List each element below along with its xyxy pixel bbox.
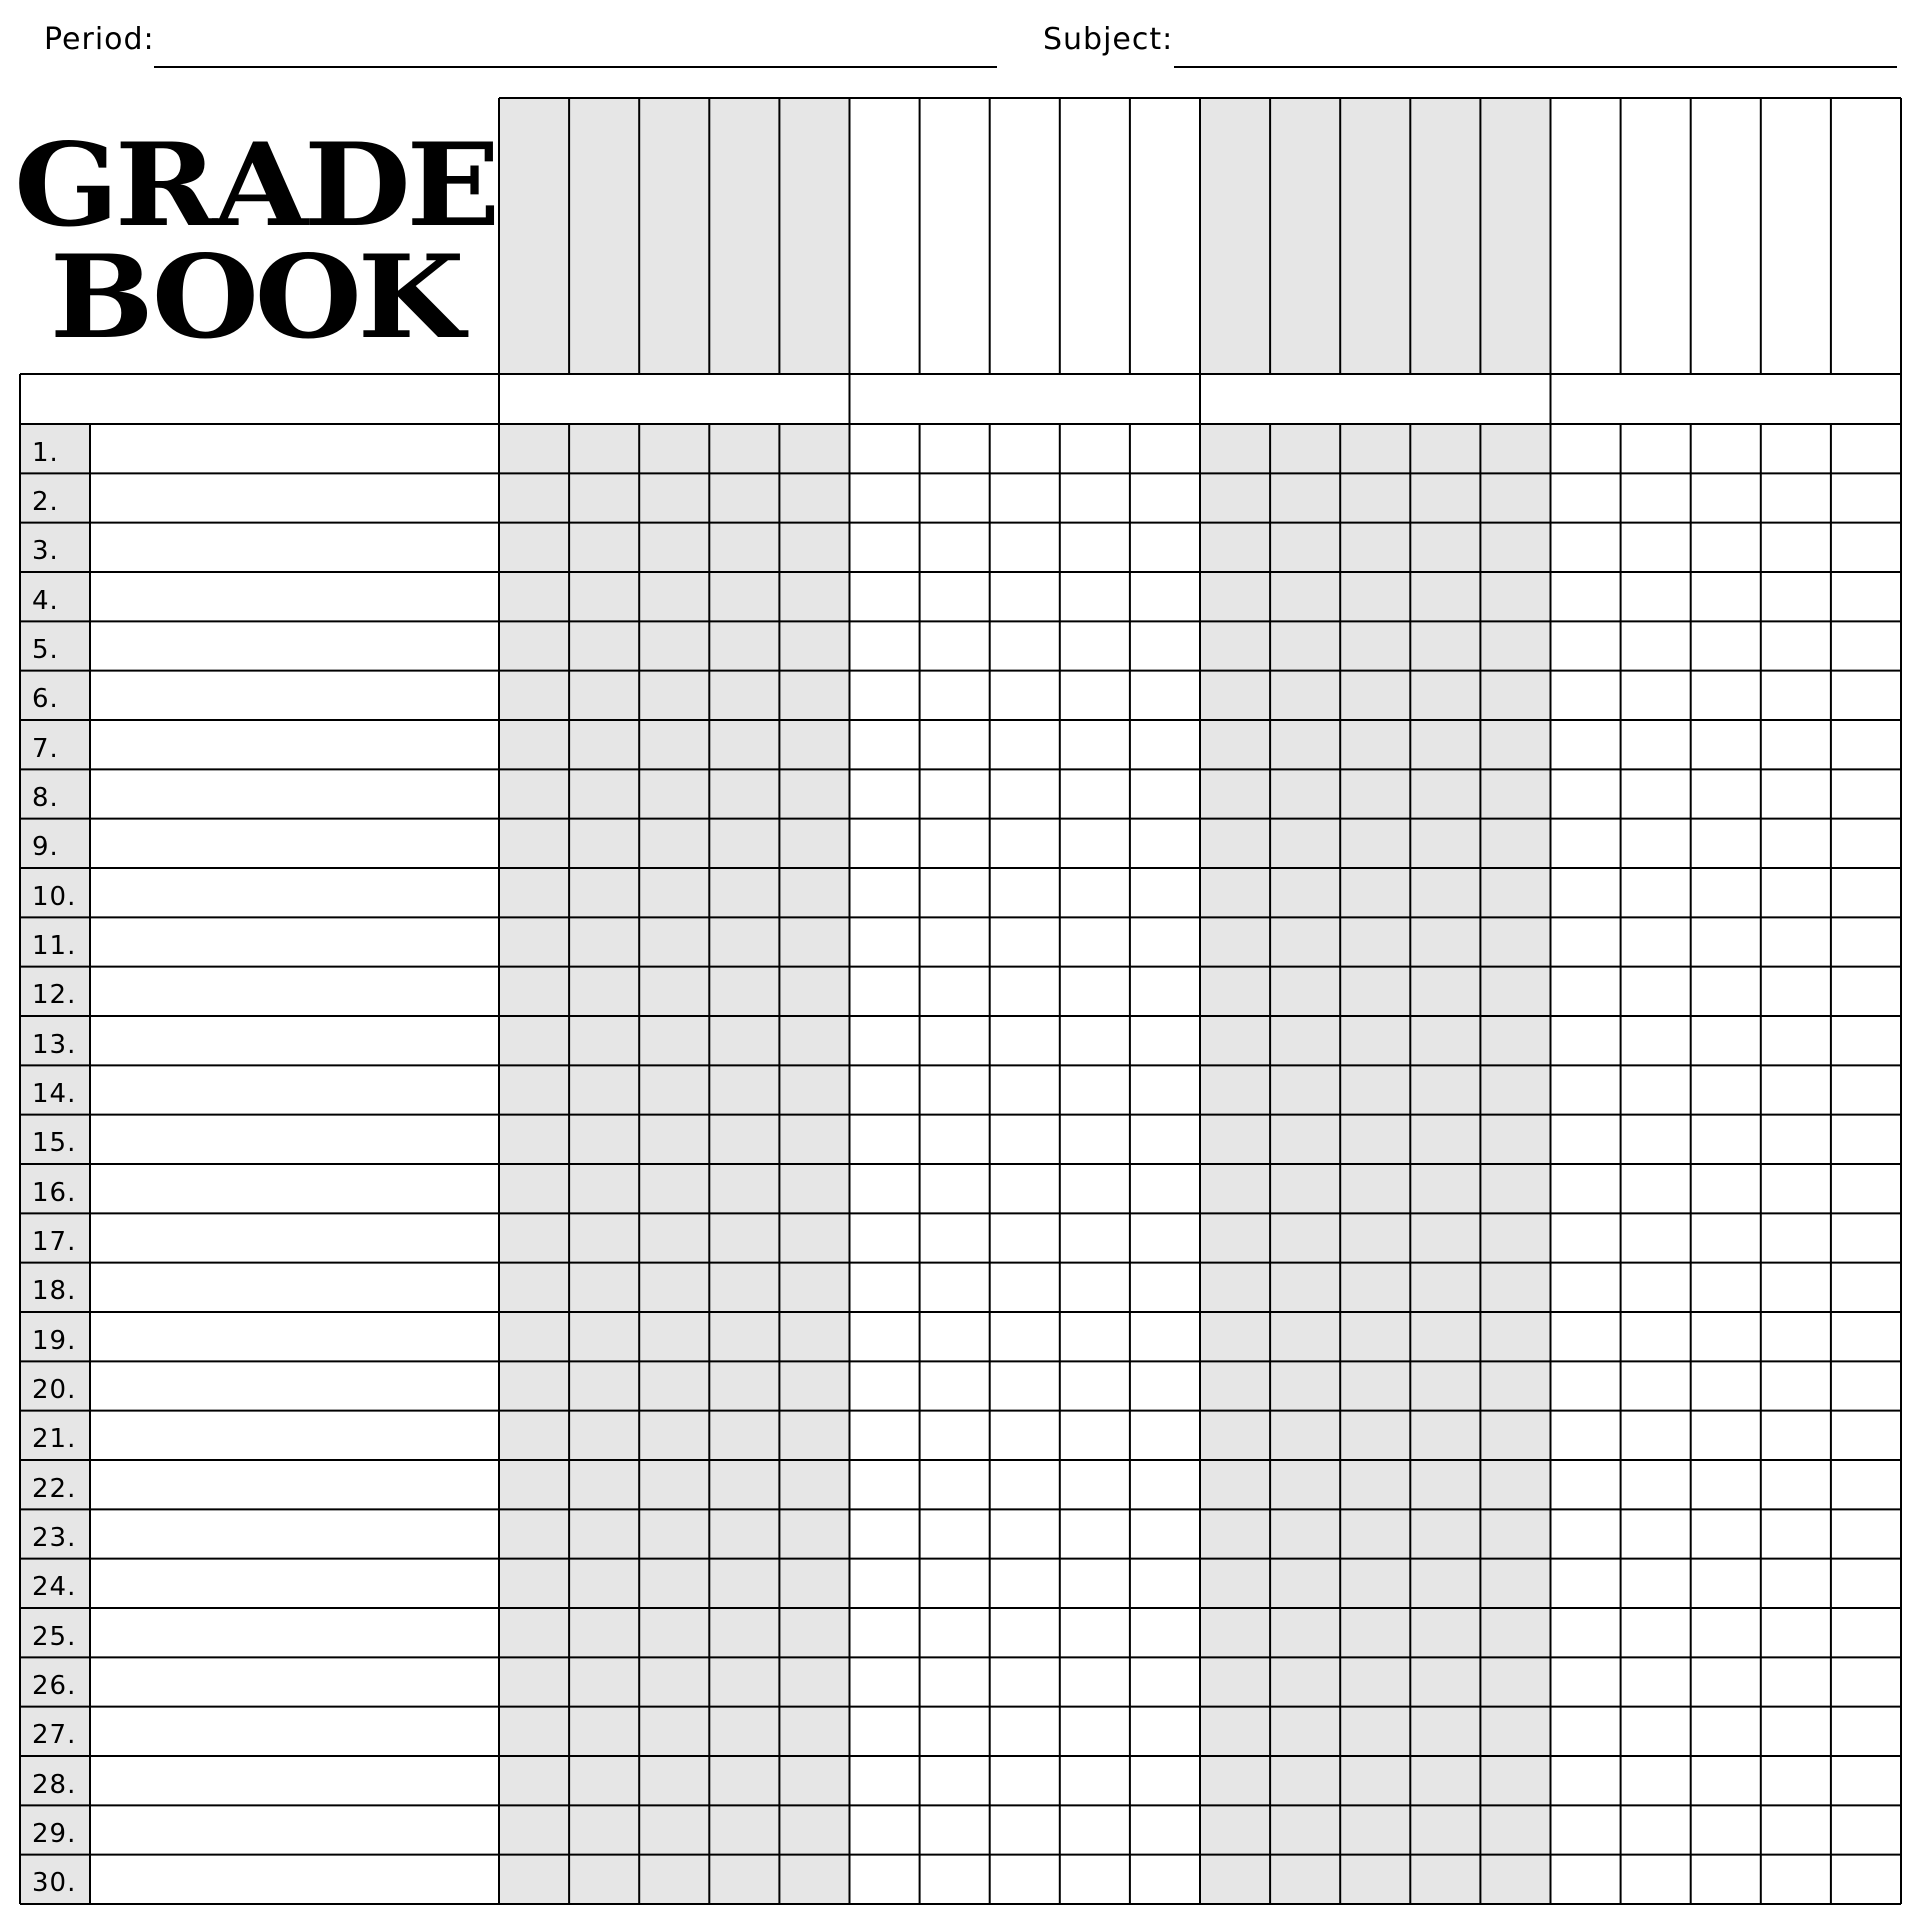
row-number: 23. xyxy=(32,1523,77,1553)
row-number: 21. xyxy=(32,1424,77,1455)
title-line-book: BOOK xyxy=(49,230,461,364)
row-number: 16. xyxy=(32,1177,77,1208)
row-number: 5. xyxy=(32,635,59,665)
row-number: 17. xyxy=(32,1227,77,1257)
row-number: 30. xyxy=(32,1868,77,1899)
row-number: 7. xyxy=(32,733,59,764)
row-number: 6. xyxy=(32,684,59,715)
row-number: 15. xyxy=(32,1128,77,1159)
row-number: 27. xyxy=(32,1720,77,1751)
row-number: 8. xyxy=(32,783,59,813)
row-number: 18. xyxy=(32,1276,77,1307)
row-number: 20. xyxy=(32,1375,77,1405)
subject-label: Subject: xyxy=(1043,22,1174,57)
row-number: 13. xyxy=(32,1029,77,1060)
row-number: 14. xyxy=(32,1079,77,1109)
row-number: 24. xyxy=(32,1572,77,1603)
row-number: 25. xyxy=(32,1621,77,1652)
assignment-header-shade-group-3 xyxy=(1200,98,1551,374)
row-number: 1. xyxy=(32,437,59,468)
row-number: 9. xyxy=(32,832,59,863)
row-number: 29. xyxy=(32,1819,77,1849)
period-label: Period: xyxy=(44,22,155,57)
row-number: 11. xyxy=(32,931,77,961)
assignment-header-shade-group-1 xyxy=(499,98,850,374)
row-number: 12. xyxy=(32,980,77,1011)
row-number: 3. xyxy=(32,536,59,567)
row-number: 10. xyxy=(32,881,77,912)
title-line-grade: GRADE xyxy=(13,118,497,252)
row-number: 4. xyxy=(32,585,59,616)
row-number: 26. xyxy=(32,1671,77,1701)
row-number: 22. xyxy=(32,1473,77,1504)
row-number: 28. xyxy=(32,1769,77,1800)
row-number: 19. xyxy=(32,1325,77,1356)
row-number: 2. xyxy=(32,487,59,517)
